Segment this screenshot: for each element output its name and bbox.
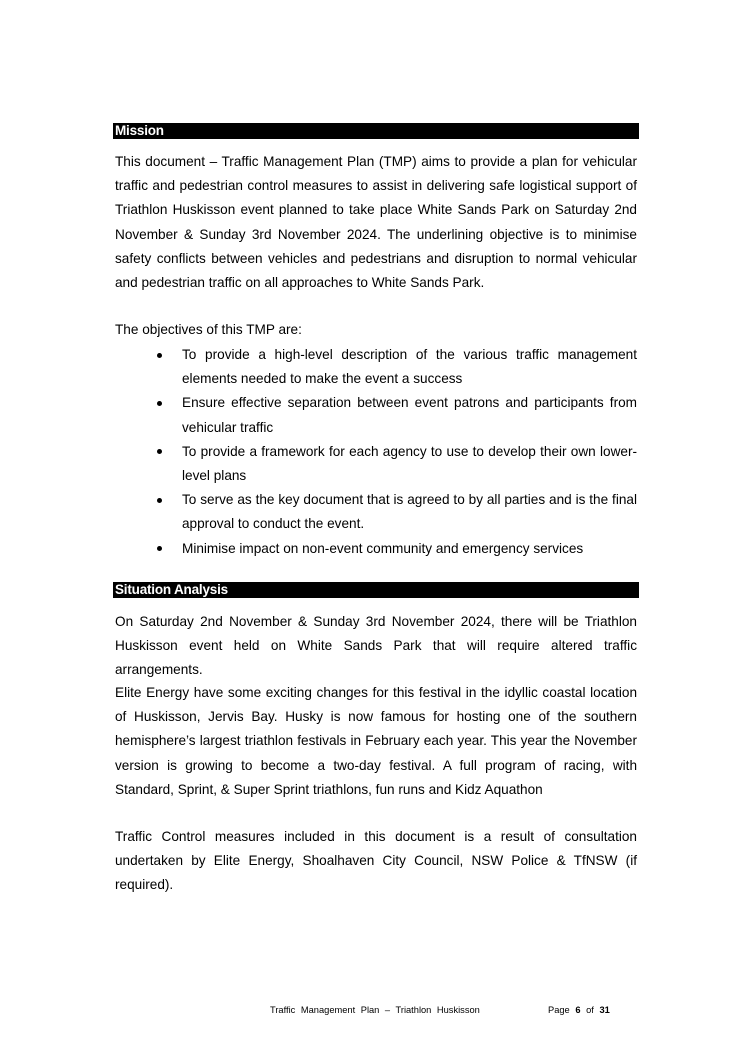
total-pages: 31 xyxy=(599,1005,610,1015)
of-word: of xyxy=(586,1005,594,1015)
situation-heading: Situation Analysis xyxy=(113,582,639,598)
situation-paragraph-2: Elite Energy have some exciting changes for this festival in the idyllic coastal location of Huskisson, Jervis Bay. Husky is now famous for hosting one of the southern hemisphere’s largest triathlon festivals in February each year. This year the November version is growing to become a two-day festival. A full program of racing, with Standard, Sprint, & Super Sprint triathlons, fun runs and Kidz Aquathon xyxy=(115,685,637,797)
objective-text: To serve as the key document that is agreed to by all parties and is the final approval to conduct the event. xyxy=(182,492,637,532)
mission-paragraph: This document – Traffic Management Plan (TMP) aims to provide a plan for vehicular traffic and pedestrian control measures to assist in delivering safe logistical support of Triathlon Huskisson event planned to take place White Sands Park on Saturday 2nd November & Sunday 3rd November 2024. The underlining objective is to minimise safety conflicts between vehicles and pedestrians and disruption to normal vehicular and pedestrian traffic on all approaches to White Sands Park. xyxy=(115,154,637,291)
list-item xyxy=(155,391,637,439)
footer-title: Traffic Management Plan – Triathlon Huskisson xyxy=(270,1005,480,1015)
bullet-icon xyxy=(157,498,162,503)
mission-heading: Mission xyxy=(113,123,639,139)
bullet-icon xyxy=(157,546,162,551)
list-item xyxy=(155,488,637,536)
bullet-icon xyxy=(157,401,162,406)
situation-paragraph-3: Traffic Control measures included in this document is a result of consultation undertaken by Elite Energy, Shoalhaven City Council, NSW Police & TfNSW (if required). xyxy=(115,829,637,893)
list-item xyxy=(155,440,637,488)
objective-text: Minimise impact on non-event community and emergency services xyxy=(182,540,584,556)
page-number: 6 xyxy=(575,1005,581,1015)
objectives-list xyxy=(155,343,637,561)
objective-text: To provide a framework for each agency to use to develop their own lower-level plans xyxy=(182,443,637,484)
page-indicator xyxy=(548,1004,610,1016)
objective-text: Ensure effective separation between event patrons and participants from vehicular traffic xyxy=(182,395,637,435)
objective-text: To provide a high-level description of the various traffic management elements needed to make the event a success xyxy=(182,347,637,387)
list-item xyxy=(155,343,637,391)
list-item xyxy=(155,537,637,561)
page-word: Page xyxy=(548,1005,570,1015)
bullet-icon xyxy=(157,353,162,358)
situation-paragraph-1: On Saturday 2nd November & Sunday 3rd November 2024, there will be Triathlon Huskisson event held on White Sands Park that will require altered traffic arrangements. xyxy=(115,614,637,678)
bullet-icon xyxy=(157,449,162,454)
objectives-intro: The objectives of this TMP are: xyxy=(115,322,302,337)
